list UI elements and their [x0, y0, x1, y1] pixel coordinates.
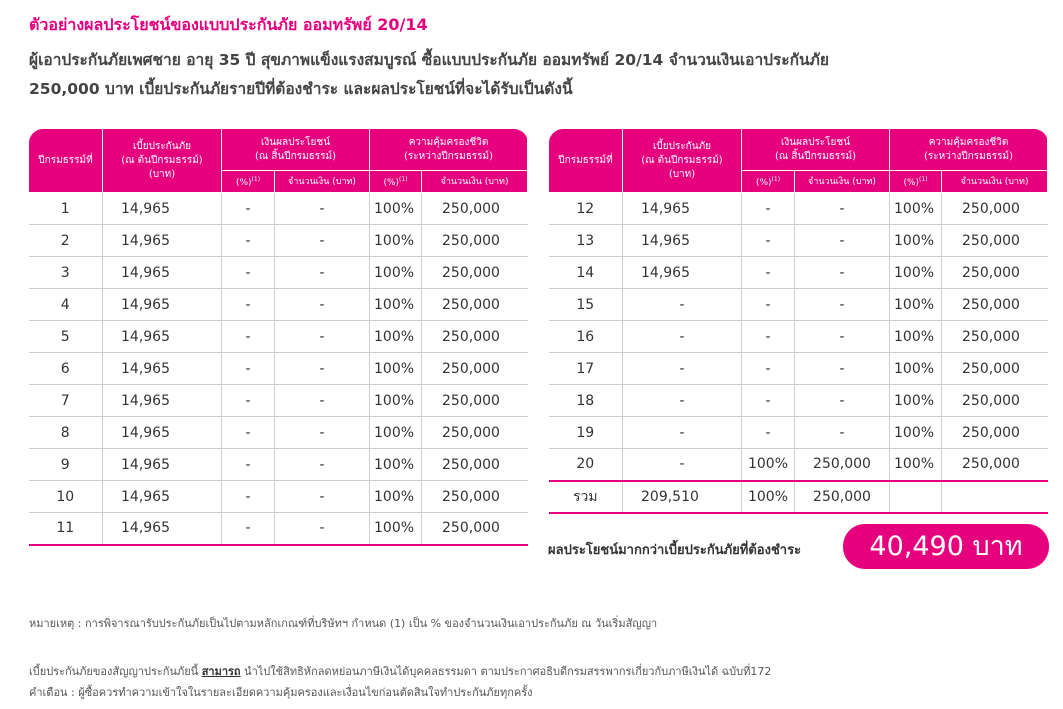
total-label-cell: รวม	[549, 481, 623, 513]
year-cell: 16	[549, 321, 623, 353]
header-coverage-line2: (ระหว่างปีกรมธรรม์)	[403, 150, 494, 162]
cash-pct-cell: -	[742, 193, 795, 225]
table-row	[29, 385, 528, 417]
header-premium-line1: เบี้ยประกันภัย	[132, 140, 192, 152]
cash-amount-cell: -	[795, 225, 890, 257]
total-empty-cell	[890, 481, 942, 513]
header-cash-amount: จำนวนเงิน (บาท)	[275, 171, 370, 193]
header-life-coverage	[370, 129, 528, 171]
header-coverage-line1: ความคุ้มครองชีวิต	[928, 136, 1009, 148]
benefit-table-left	[28, 128, 528, 546]
coverage-pct-cell: 100%	[890, 449, 942, 481]
coverage-amount-cell: 250,000	[422, 481, 528, 513]
table-row	[549, 449, 1048, 481]
table-row	[549, 417, 1048, 449]
table-row	[29, 513, 528, 545]
coverage-amount-cell: 250,000	[422, 513, 528, 545]
header-cash-line1: เงินผลประโยชน์	[780, 136, 851, 148]
table-row	[549, 257, 1048, 289]
header-premium	[623, 129, 742, 193]
premium-cell: -	[623, 385, 742, 417]
year-cell: 10	[29, 481, 103, 513]
cash-amount-cell: -	[275, 193, 370, 225]
year-cell: 7	[29, 385, 103, 417]
coverage-pct-cell: 100%	[370, 385, 422, 417]
header-cash-benefit	[222, 129, 370, 171]
table-row	[549, 225, 1048, 257]
tax-note-part1: เบี้ยประกันภัยของสัญญาประกันภัยนี้	[29, 665, 202, 678]
coverage-pct-cell: 100%	[890, 417, 942, 449]
benefit-summary-label: ผลประโยชน์มากกว่าเบี้ยประกันภัยที่ต้องชำระ	[548, 543, 802, 558]
cash-pct-cell: -	[222, 385, 275, 417]
header-cash-benefit	[742, 129, 890, 171]
cash-pct-cell: -	[742, 289, 795, 321]
footnote-mark: (1)	[771, 176, 781, 183]
header-premium-line2: (ณ ต้นปีกรมธรรม์)	[641, 154, 723, 166]
cash-amount-cell: -	[275, 417, 370, 449]
cash-amount-cell: -	[795, 193, 890, 225]
year-cell: 3	[29, 257, 103, 289]
premium-cell: 14,965	[103, 481, 222, 513]
year-cell: 20	[549, 449, 623, 481]
coverage-amount-cell: 250,000	[422, 193, 528, 225]
total-cash-pct-cell: 100%	[742, 481, 795, 513]
table-row	[29, 225, 528, 257]
coverage-pct-cell: 100%	[890, 225, 942, 257]
cash-amount-cell: -	[795, 417, 890, 449]
cash-pct-cell: -	[742, 321, 795, 353]
pct-label: (%)	[383, 178, 400, 188]
premium-cell: 14,965	[103, 289, 222, 321]
subtitle-line-1: ผู้เอาประกันภัยเพศชาย อายุ 35 ปี สุขภาพแข็งแรงสมบูรณ์ ซื้อแบบประกันภัย ออมทรัพย์ 20/14 จำนวนเงินเอาประกันภัย	[29, 51, 829, 69]
cash-pct-cell: -	[742, 257, 795, 289]
coverage-amount-cell: 250,000	[942, 353, 1048, 385]
coverage-amount-cell: 250,000	[422, 417, 528, 449]
table-row	[29, 481, 528, 513]
year-cell: 11	[29, 513, 103, 545]
coverage-pct-cell: 100%	[370, 449, 422, 481]
coverage-pct-cell: 100%	[890, 321, 942, 353]
coverage-pct-cell: 100%	[370, 193, 422, 225]
cash-amount-cell: -	[275, 353, 370, 385]
cash-pct-cell: -	[222, 353, 275, 385]
coverage-amount-cell: 250,000	[422, 257, 528, 289]
year-cell: 4	[29, 289, 103, 321]
premium-cell: 14,965	[623, 193, 742, 225]
cash-pct-cell: -	[222, 513, 275, 545]
table-row	[29, 321, 528, 353]
header-cash-line1: เงินผลประโยชน์	[260, 136, 331, 148]
coverage-amount-cell: 250,000	[422, 353, 528, 385]
coverage-pct-cell: 100%	[370, 321, 422, 353]
coverage-amount-cell: 250,000	[942, 193, 1048, 225]
premium-cell: 14,965	[103, 385, 222, 417]
year-cell: 5	[29, 321, 103, 353]
cash-pct-cell: -	[742, 385, 795, 417]
coverage-amount-cell: 250,000	[422, 321, 528, 353]
header-coverage-pct	[890, 171, 942, 193]
tax-note-emphasis: สามารถ	[201, 665, 241, 678]
header-life-coverage	[890, 129, 1048, 171]
pct-label: (%)	[235, 178, 252, 188]
cash-amount-cell: -	[275, 257, 370, 289]
table-row	[549, 193, 1048, 225]
coverage-pct-cell: 100%	[890, 289, 942, 321]
table-row	[549, 321, 1048, 353]
cash-amount-cell: -	[275, 321, 370, 353]
coverage-pct-cell: 100%	[370, 225, 422, 257]
coverage-pct-cell: 100%	[370, 513, 422, 545]
page-title: ตัวอย่างผลประโยชน์ของแบบประกันภัย ออมทรัพย์ 20/14	[29, 15, 428, 34]
page-subtitle	[29, 46, 1049, 104]
premium-cell: -	[623, 353, 742, 385]
year-cell: 14	[549, 257, 623, 289]
coverage-pct-cell: 100%	[370, 417, 422, 449]
coverage-amount-cell: 250,000	[422, 225, 528, 257]
premium-cell: -	[623, 321, 742, 353]
coverage-pct-cell: 100%	[370, 289, 422, 321]
year-cell: 15	[549, 289, 623, 321]
coverage-pct-cell: 100%	[370, 481, 422, 513]
header-cash-pct	[222, 171, 275, 193]
total-premium-cell: 209,510	[623, 481, 742, 513]
year-cell: 9	[29, 449, 103, 481]
cash-amount-cell: -	[275, 225, 370, 257]
premium-cell: 14,965	[103, 449, 222, 481]
coverage-amount-cell: 250,000	[942, 257, 1048, 289]
header-policy-year: ปีกรมธรรม์ที่	[549, 129, 623, 193]
header-coverage-pct	[370, 171, 422, 193]
header-coverage-amount: จำนวนเงิน (บาท)	[942, 171, 1048, 193]
premium-cell: 14,965	[623, 225, 742, 257]
table-row	[549, 289, 1048, 321]
coverage-amount-cell: 250,000	[942, 289, 1048, 321]
cash-amount-cell: -	[275, 513, 370, 545]
header-cash-line2: (ณ สิ้นปีกรมธรรม์)	[255, 150, 337, 162]
year-cell: 2	[29, 225, 103, 257]
year-cell: 8	[29, 417, 103, 449]
premium-cell: 14,965	[103, 321, 222, 353]
warning-note: คำเตือน : ผู้ซื้อควรทำความเข้าใจในรายละเอียดความคุ้มครองและเงื่อนไขก่อนตัดสินใจทำประกันภัยทุกครั้ง	[29, 686, 533, 699]
cash-pct-cell: -	[742, 353, 795, 385]
coverage-pct-cell: 100%	[890, 353, 942, 385]
coverage-amount-cell: 250,000	[422, 449, 528, 481]
header-policy-year: ปีกรมธรรม์ที่	[29, 129, 103, 193]
premium-cell: -	[623, 417, 742, 449]
coverage-amount-cell: 250,000	[942, 449, 1048, 481]
footnote-mark: (1)	[251, 176, 261, 183]
coverage-amount-cell: 250,000	[942, 417, 1048, 449]
footnote-mark: (1)	[399, 176, 408, 183]
cash-pct-cell: -	[222, 417, 275, 449]
cash-pct-cell: -	[222, 481, 275, 513]
table-row	[29, 449, 528, 481]
year-cell: 12	[549, 193, 623, 225]
coverage-pct-cell: 100%	[890, 257, 942, 289]
table-row	[549, 385, 1048, 417]
header-coverage-amount: จำนวนเงิน (บาท)	[422, 171, 528, 193]
premium-cell: -	[623, 449, 742, 481]
year-cell: 1	[29, 193, 103, 225]
coverage-amount-cell: 250,000	[422, 289, 528, 321]
premium-cell: 14,965	[103, 257, 222, 289]
total-row	[549, 481, 1048, 513]
cash-amount-cell: -	[795, 353, 890, 385]
pct-label: (%)	[903, 178, 920, 188]
table-row	[29, 353, 528, 385]
table-row	[549, 353, 1048, 385]
year-cell: 6	[29, 353, 103, 385]
year-cell: 17	[549, 353, 623, 385]
header-cash-amount: จำนวนเงิน (บาท)	[795, 171, 890, 193]
premium-cell: -	[623, 289, 742, 321]
footnote-mark: (1)	[919, 176, 928, 183]
year-cell: 13	[549, 225, 623, 257]
cash-amount-cell: -	[275, 449, 370, 481]
total-empty-cell	[942, 481, 1048, 513]
header-premium-line2: (ณ ต้นปีกรมธรรม์)	[121, 154, 203, 166]
coverage-amount-cell: 250,000	[942, 225, 1048, 257]
premium-cell: 14,965	[103, 353, 222, 385]
header-coverage-line1: ความคุ้มครองชีวิต	[408, 136, 489, 148]
cash-pct-cell: -	[742, 417, 795, 449]
cash-amount-cell: 250,000	[795, 449, 890, 481]
header-premium-line1: เบี้ยประกันภัย	[652, 140, 712, 152]
cash-amount-cell: -	[275, 385, 370, 417]
cash-pct-cell: -	[742, 225, 795, 257]
premium-cell: 14,965	[103, 417, 222, 449]
cash-amount-cell: -	[795, 257, 890, 289]
pct-label: (%)	[755, 178, 772, 188]
coverage-pct-cell: 100%	[370, 257, 422, 289]
cash-pct-cell: -	[222, 289, 275, 321]
cash-amount-cell: -	[795, 289, 890, 321]
coverage-amount-cell: 250,000	[422, 385, 528, 417]
header-coverage-line2: (ระหว่างปีกรมธรรม์)	[923, 150, 1014, 162]
table-row	[29, 417, 528, 449]
coverage-pct-cell: 100%	[370, 353, 422, 385]
coverage-pct-cell: 100%	[890, 193, 942, 225]
premium-cell: 14,965	[103, 513, 222, 545]
header-premium-line3: (บาท)	[668, 168, 696, 180]
premium-cell: 14,965	[103, 193, 222, 225]
table-row	[29, 193, 528, 225]
coverage-amount-cell: 250,000	[942, 321, 1048, 353]
cash-pct-cell: -	[222, 225, 275, 257]
coverage-pct-cell: 100%	[890, 385, 942, 417]
premium-cell: 14,965	[103, 225, 222, 257]
header-cash-pct	[742, 171, 795, 193]
cash-pct-cell: -	[222, 321, 275, 353]
tax-note-part2: นำไปใช้สิทธิหักลดหย่อนภาษีเงินได้บุคคลธรรมดา ตามประกาศอธิบดีกรมสรรพากรเกี่ยวกับภาษีเงินได้ ฉบับที่172	[240, 665, 772, 678]
remark-note: หมายเหตุ : การพิจารณารับประกันภัยเป็นไปตามหลักเกณฑ์ที่บริษัทฯ กำหนด (1) เป็น % ของจำนวนเงินเอาประกันภัย ณ วันเริ่มสัญญา	[29, 617, 658, 630]
cash-amount-cell: -	[795, 385, 890, 417]
cash-pct-cell: -	[222, 193, 275, 225]
header-premium	[103, 129, 222, 193]
header-premium-line3: (บาท)	[148, 168, 176, 180]
cash-pct-cell: 100%	[742, 449, 795, 481]
header-cash-line2: (ณ สิ้นปีกรมธรรม์)	[775, 150, 857, 162]
cash-amount-cell: -	[275, 481, 370, 513]
year-cell: 18	[549, 385, 623, 417]
cash-amount-cell: -	[275, 289, 370, 321]
benefit-summary-value: 40,490 บาท	[843, 524, 1049, 569]
cash-pct-cell: -	[222, 257, 275, 289]
benefit-table-right	[548, 128, 1048, 514]
cash-pct-cell: -	[222, 449, 275, 481]
coverage-amount-cell: 250,000	[942, 385, 1048, 417]
cash-amount-cell: -	[795, 321, 890, 353]
subtitle-line-2: 250,000 บาท เบี้ยประกันภัยรายปีที่ต้องชำระ และผลประโยชน์ที่จะได้รับเป็นดังนี้	[29, 80, 573, 98]
total-cash-amount-cell: 250,000	[795, 481, 890, 513]
year-cell: 19	[549, 417, 623, 449]
table-row	[29, 289, 528, 321]
tax-deduction-note	[29, 662, 771, 680]
table-row	[29, 257, 528, 289]
premium-cell: 14,965	[623, 257, 742, 289]
